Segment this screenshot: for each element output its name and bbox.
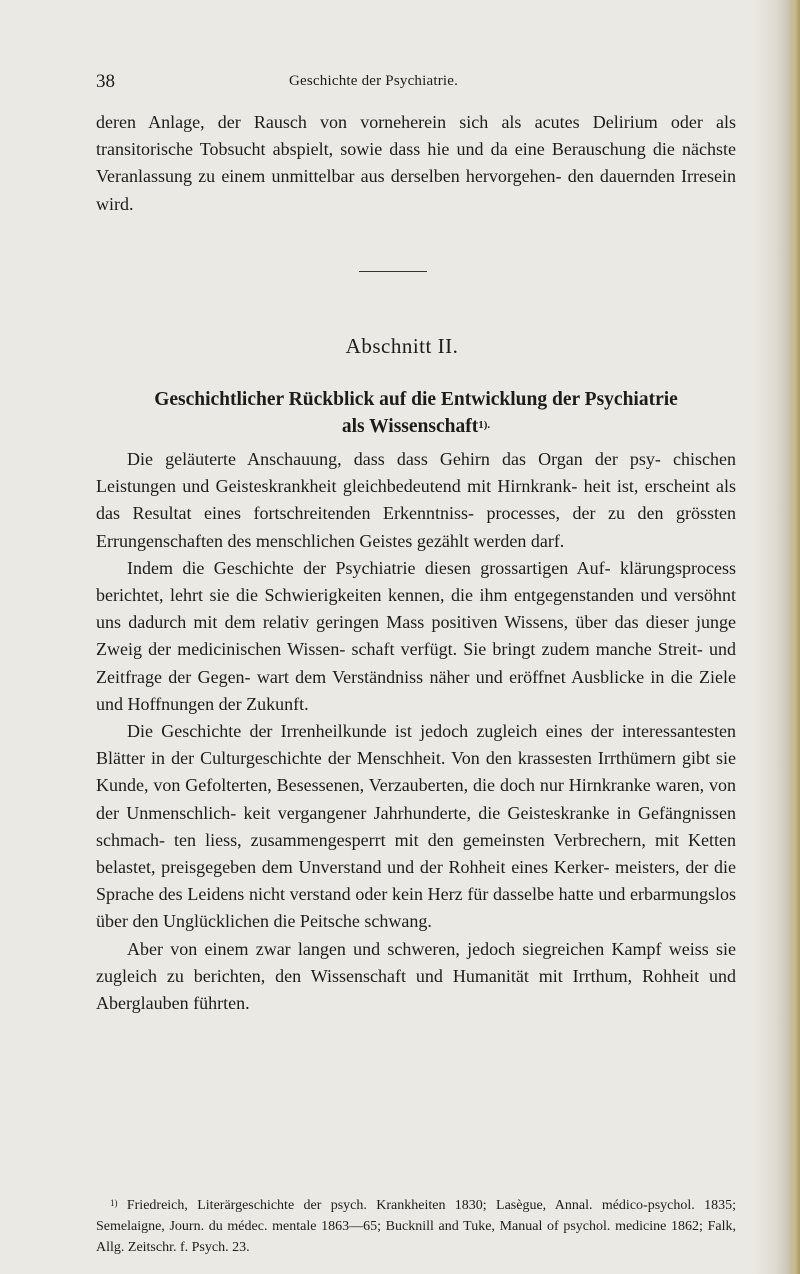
section-title-text: als Wissenschaft	[341, 416, 479, 437]
paragraph: Indem die Geschichte der Psychiatrie diesen grossartigen Auf- klärungsprocess berichtet, lehrt sie die Schwierigkeiten kennen, die ihm entgegenstanden und versöhnt uns dadurch mit dem relativ geringen Mass positiven Wissens, über das dieser junge Zweig der medicinischen Wissen- schaft verfügt. Sie bringt zudem manche Streit- und Zeitfrage der Gegen- wart dem Verständniss näher und eröffnet Ausblicke in die Ziele und Hoffnungen der Zukunft.	[96, 557, 736, 714]
footnote-text: Friedreich, Literärgeschichte der psych. Krankheiten 1830; Lasègue, Annal. médico-psychol. 1835; Semelaigne, Journ. du médec. mentale 1863—65; Bucknill and Tuke, Manual of psychol. medicine 1862; Falk, Allg. Zeitschr. f. Psych. 23.	[96, 1198, 736, 1255]
paragraph: Die Geschichte der Irrenheilkunde ist jedoch zugleich eines der interessantesten Blätter in der Culturgeschichte der Menschheit. Von den krassesten Irrthümern gibt sie Kunde, von Gefolterten, Besessenen, Verzauberten, die doch nur Hirnkranke waren, von der Unmenschlich- keit vergangener Jahrhunderte, die Geisteskranke in Gefängnissen schmach- ten liess, zusammengesperrt mit den gemeinsten Verbrechern, mit Ketten belastet, preisgegeben dem Unverstand und der Rohheit eines Kerker- meisters, der die Sprache des Leidens nicht verstand oder kein Herz für dasselbe hatte und erbarmungslos über den Unglücklichen die Peitsche schwang.	[96, 721, 736, 932]
footnote-marker: 1)	[110, 1198, 118, 1208]
body-text	[96, 446, 736, 1017]
section-title	[96, 386, 736, 440]
section-title-line: Geschichtlicher Rückblick auf die Entwicklung der Psychiatrie	[154, 389, 678, 410]
section-title-line	[96, 413, 736, 440]
intro-paragraph	[96, 109, 736, 218]
section-divider	[359, 271, 427, 272]
footnote-reference: 1).	[478, 419, 491, 431]
running-title: Geschichte der Psychiatrie.	[289, 73, 459, 89]
footnote	[96, 1195, 736, 1258]
paragraph: Die geläuterte Anschauung, dass dass Gehirn das Organ der psy- chischen Leistungen und Geisteskrankheit gleichbedeutend mit Hirnkrank- heit ist, erscheint als das Resultat eines fortschreitenden Erkenntniss- processes, der zu den grössten Errungenschaften des menschlichen Geistes gezählt werden darf.	[96, 449, 736, 551]
page-header	[96, 71, 736, 93]
section-label: Abschnitt II.	[345, 334, 459, 358]
paragraph: Aber von einem zwar langen und schweren, jedoch siegreichen Kampf weiss sie zugleich zu berichten, den Wissenschaft und Humanität mit Irrthum, Rohheit und Aberglauben führten.	[96, 938, 736, 1014]
page-number: 38	[96, 71, 115, 92]
page-edge	[788, 0, 800, 1274]
paragraph: deren Anlage, der Rausch von vorneherein sich als acutes Delirium oder als transitorische Tobsucht abspielt, sowie dass hie und da eine Berauschung die nächste Veranlassung zu einem unmittelbar aus derselben hervorgehen- den dauernden Irresein wird.	[96, 112, 736, 214]
